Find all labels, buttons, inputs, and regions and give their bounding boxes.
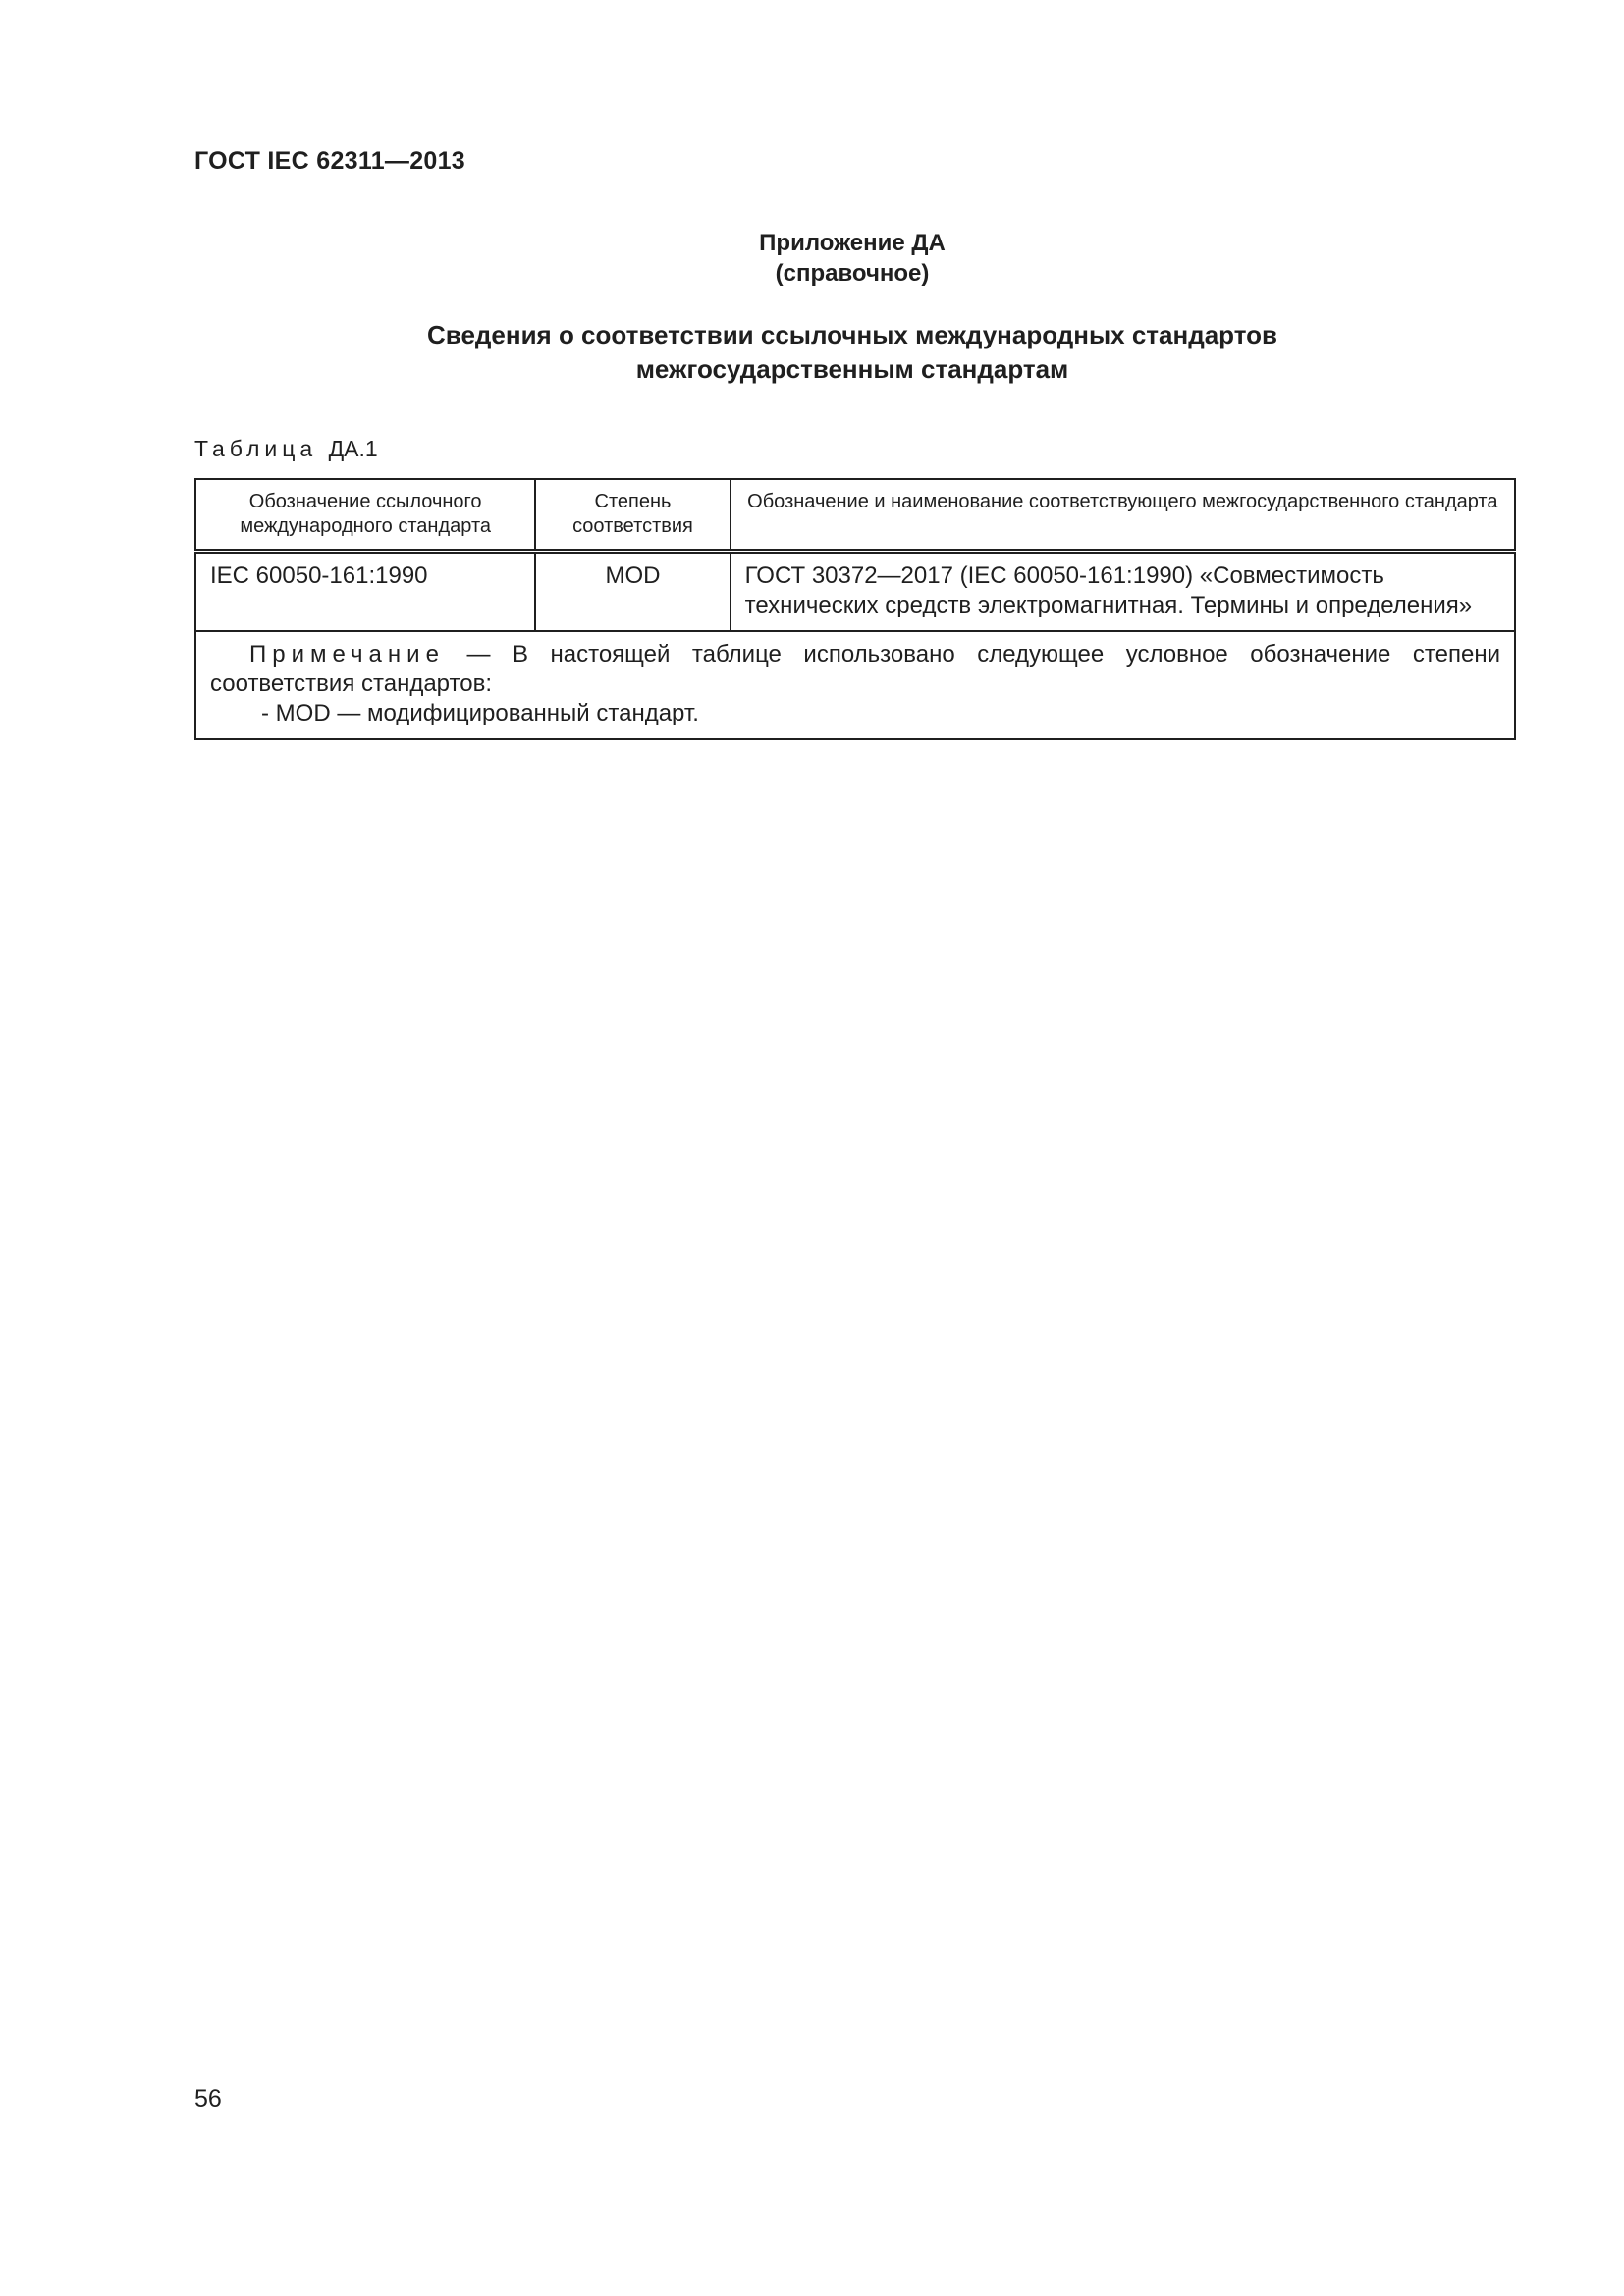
column-header-reference: Обозначение ссылочного международного стандарта	[195, 479, 535, 552]
table-header-row	[195, 479, 1515, 552]
page-number: 56	[194, 2085, 222, 2112]
table-row	[195, 552, 1515, 632]
annex-title: Приложение ДА	[759, 230, 946, 256]
note-label: Примечание	[249, 641, 445, 667]
annex-heading	[0, 318, 1624, 387]
column-header-degree: Степень соответствия	[535, 479, 730, 552]
annex-heading-line-2: межгосударственным стандартам	[635, 354, 1069, 384]
note-item: - MOD — модифицированный стандарт.	[261, 700, 699, 726]
document-code: ГОСТ IEC 62311—2013	[194, 147, 466, 175]
note-text: — В настоящей таблице использовано следующее условное обозначение степени соответствия стандартов:	[210, 641, 1500, 697]
table-caption-number: ДА.1	[328, 436, 378, 461]
table-caption	[194, 436, 378, 462]
annex-heading-line-1: Сведения о соответствии ссылочных международных стандартов	[427, 320, 1277, 349]
table-caption-word: Таблица	[194, 436, 318, 461]
column-header-national: Обозначение и наименование соответствующего межгосударственного стандарта	[731, 479, 1515, 552]
annex-title-block	[0, 228, 1624, 289]
table-note-row	[195, 631, 1515, 739]
cell-degree: MOD	[535, 552, 730, 632]
cell-national: ГОСТ 30372—2017 (IEC 60050-161:1990) «Совместимость технических средств электромагнитная. Термины и определения»	[731, 552, 1515, 632]
table-note	[195, 631, 1515, 739]
annex-kind: (справочное)	[775, 260, 930, 287]
cell-reference: IEC 60050-161:1990	[195, 552, 535, 632]
reference-standards-table	[194, 478, 1516, 740]
